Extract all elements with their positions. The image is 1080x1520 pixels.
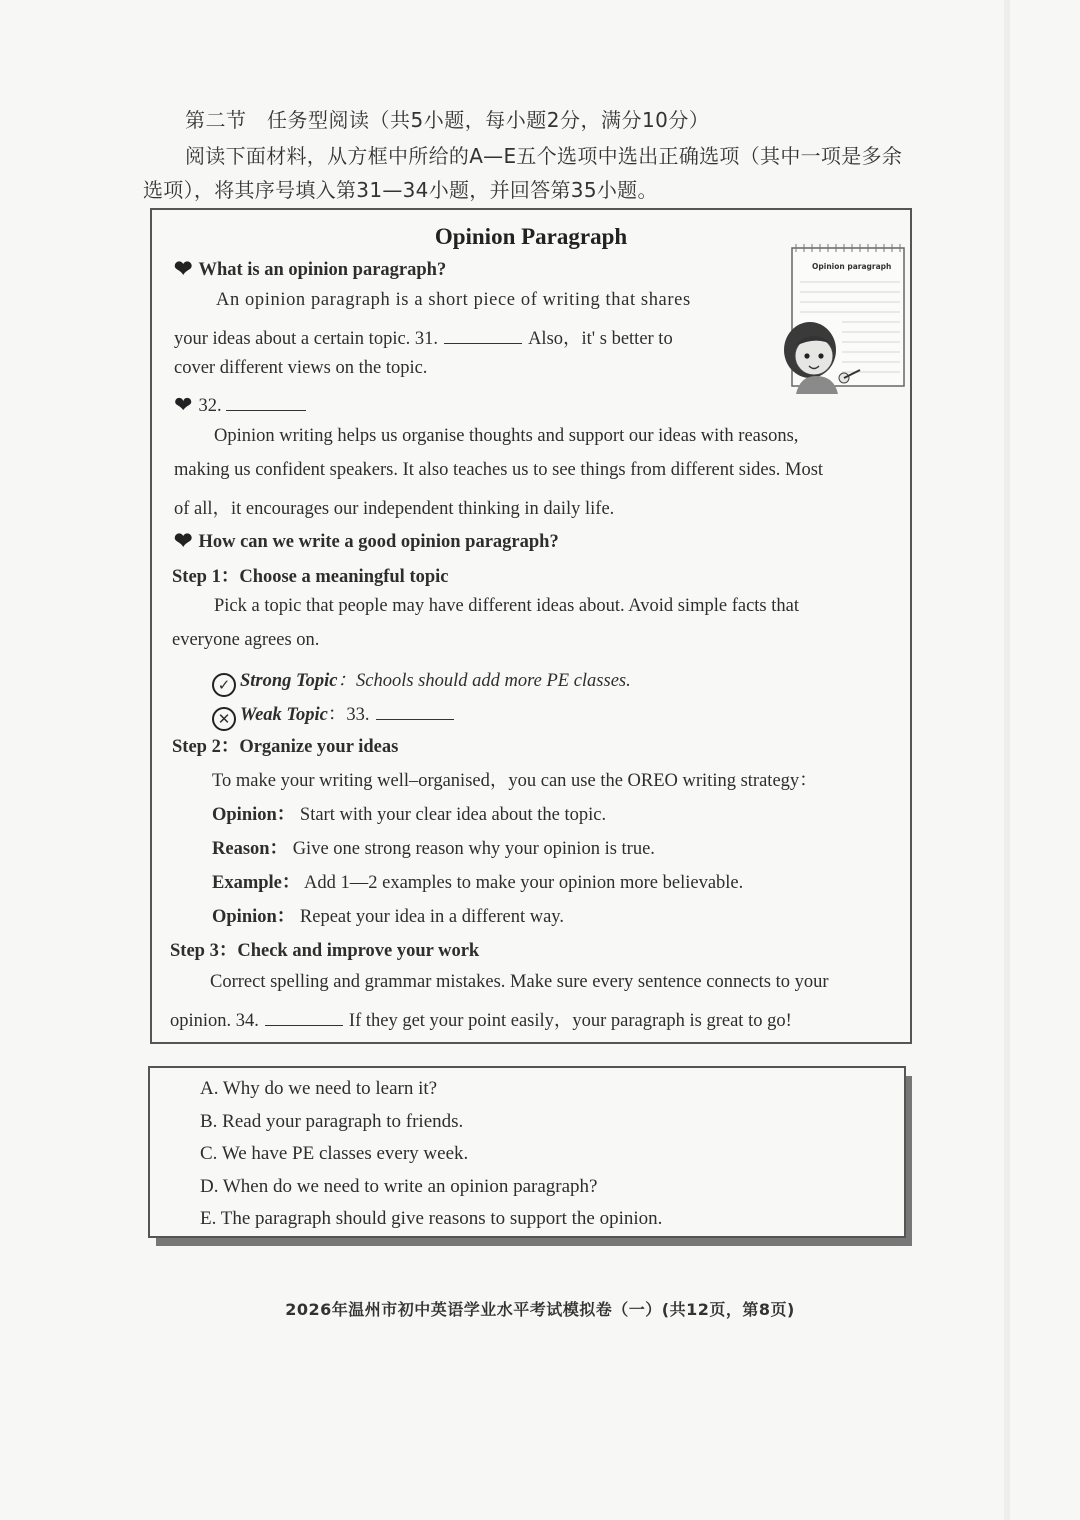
step-1-line-1: Pick a topic that people may have different ideas about. Avoid simple facts that	[214, 596, 799, 616]
weak-topic-line: ✕ Weak Topic：33.	[212, 700, 460, 731]
page-edge	[1004, 0, 1010, 1520]
step-3-line-1: Correct spelling and grammar mistakes. Make sure every sentence connects to your	[210, 972, 829, 992]
oreo-item: Opinion： Start with your clear idea about the topic.	[212, 805, 607, 825]
paragraph-2-line-2: making us confident speakers. It also teaches us to see things from different sides. Most	[174, 460, 824, 480]
options-box	[148, 1066, 906, 1238]
step-1-heading: Step 1：Choose a meaningful topic	[172, 567, 449, 587]
strong-topic-line: ✓ Strong Topic：Schools should add more PE classes.	[212, 666, 631, 697]
answer-blank-32[interactable]	[226, 396, 306, 411]
step-1-line-2: everyone agrees on.	[172, 630, 320, 650]
step-2-heading: Step 2：Organize your ideas	[172, 737, 399, 757]
paragraph-1-line-1: An opinion paragraph is a short piece of writing that shares	[216, 290, 691, 310]
step-2-intro: To make your writing well–organised，you can use the OREO writing strategy：	[212, 771, 818, 791]
oreo-item: Opinion： Repeat your idea in a different way.	[212, 907, 564, 927]
answer-blank-33[interactable]	[376, 705, 454, 720]
question-heading-3: ❤ How can we write a good opinion paragraph?	[174, 528, 559, 553]
answer-blank-31[interactable]	[444, 329, 522, 344]
passage-title: Opinion Paragraph	[434, 224, 628, 249]
question-heading-1: ❤ What is an opinion paragraph?	[174, 256, 447, 281]
options-box-shadow	[906, 1076, 912, 1246]
answer-blank-34[interactable]	[265, 1011, 343, 1026]
paragraph-1-line-2: your ideas about a certain topic. 31. Also，it' s better to	[174, 329, 673, 349]
svg-text:Opinion paragraph: Opinion paragraph	[812, 262, 892, 271]
instruction-line-1: 阅读下面材料，从方框中所给的A—E五个选项中选出正确选项（其中一项是多余	[185, 144, 903, 168]
options-box-shadow	[156, 1238, 912, 1246]
option-b: B. Read your paragraph to friends.	[200, 1111, 464, 1132]
cross-circle-icon: ✕	[212, 707, 236, 731]
option-c: C. We have PE classes every week.	[200, 1143, 469, 1164]
section-heading: 第二节 任务型阅读（共5小题，每小题2分，满分10分）	[185, 108, 710, 132]
passage-box	[150, 208, 912, 1044]
oreo-item: Reason： Give one strong reason why your opinion is true.	[212, 839, 655, 859]
girl-notebook-illustration	[782, 242, 908, 394]
option-d: D. When do we need to write an opinion paragraph?	[200, 1176, 598, 1197]
option-a: A. Why do we need to learn it?	[200, 1078, 438, 1099]
instruction-line-2: 选项），将其序号填入第31—34小题，并回答第35小题。	[143, 178, 658, 202]
step-3-line-2: opinion. 34. If they get your point easily，your paragraph is great to go!	[170, 1011, 792, 1031]
paragraph-2-line-3: of all，it encourages our independent thinking in daily life.	[174, 499, 615, 519]
option-e: E. The paragraph should give reasons to support the opinion.	[200, 1208, 663, 1229]
heart-icon: ❤	[174, 256, 193, 281]
check-circle-icon: ✓	[212, 673, 236, 697]
heart-icon: ❤	[174, 528, 193, 553]
step-3-heading: Step 3：Check and improve your work	[170, 941, 480, 961]
paragraph-2-line-1: Opinion writing helps us organise thoughts and support our ideas with reasons,	[214, 426, 799, 446]
page-footer: 2026年温州市初中英语学业水平考试模拟卷（一）(共12页，第8页)	[285, 1300, 795, 1319]
heart-icon: ❤	[174, 392, 193, 417]
oreo-item: Example： Add 1—2 examples to make your opinion more believable.	[212, 873, 744, 893]
paragraph-1-line-3: cover different views on the topic.	[174, 358, 428, 378]
question-heading-32: ❤ 32.	[174, 392, 312, 418]
